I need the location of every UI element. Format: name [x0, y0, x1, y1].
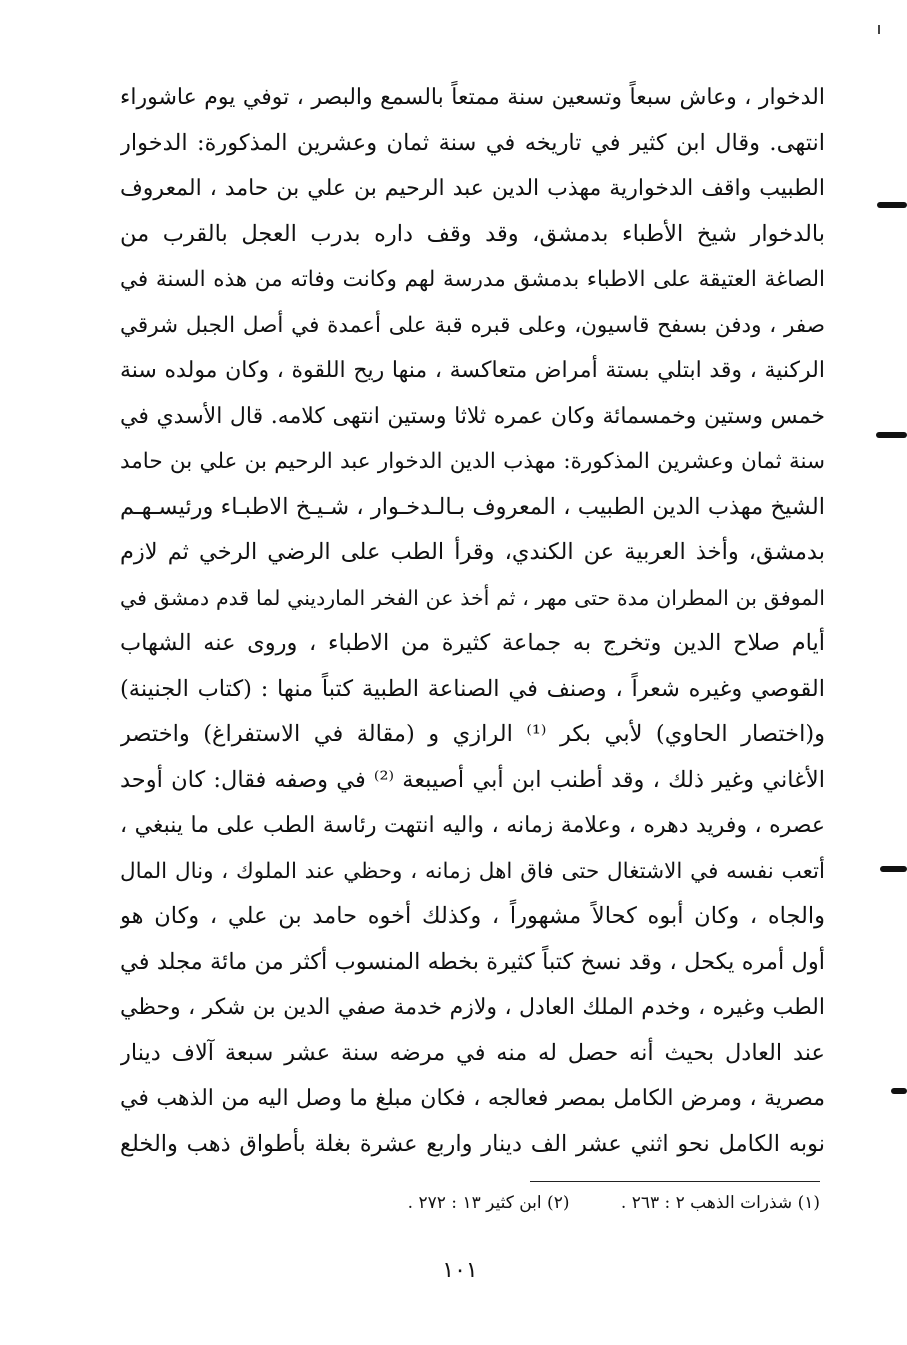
text-line: أيام صلاح الدين وتخرج به جماعة كثيرة من الاطباء ، وروى عنه الشهاب [120, 630, 825, 656]
footnotes [250, 1188, 820, 1218]
text-line: صفر ، ودفن بسفح قاسيون، وعلى قبره قبة على أعمدة في أصل الجبل شرقي [120, 312, 825, 338]
text-line: والجاه ، وكان أبوه كحالاً مشهوراً ، وكذلك أخوه حامد بن علي ، وكان هو [120, 903, 825, 929]
text-line: أتعب نفسه في الاشتغال حتى فاق اهل زمانه ، وحظي عند الملوك ، ونال المال [120, 858, 825, 884]
text-line: نوبه الكامل نحو اثني عشر الف دينار واربع عشرة بغلة بأطواق ذهب والخلع [120, 1130, 825, 1157]
text-line: الركنية ، وقد ابتلي بستة أمراض متعاكسة ، منها ريح اللقوة ، وكان مولده سنة [120, 358, 825, 383]
text-line: الطب وغيره ، وخدم الملك العادل ، ولازم خدمة صفي الدين بن شكر ، وحظي [120, 995, 825, 1020]
text-line: سنة ثمان وعشرين المذكورة: مهذب الدين الدخوار عبد الرحيم بن علي بن حامد [120, 449, 825, 474]
text-line: الطبيب واقف الدخوارية مهذب الدين عبد الرحيم بن علي بن حامد ، المعروف [120, 176, 825, 201]
text-line: عند العادل بحيث أنه حصل له منه في مرضه سنة عشر سبعة آلاف دينار [120, 1039, 825, 1066]
main-text-block [120, 75, 825, 1167]
text-line: مصرية ، ومرض الكامل بمصر فعالجه ، فكان مبلغ ما وصل اليه من الذهب في [120, 1086, 825, 1111]
margin-marker-2 [876, 432, 907, 438]
text-line: بالدخوار شيخ الأطباء بدمشق، وقد وقف داره بدرب العجل بالقرب من [120, 220, 825, 247]
text-line: بدمشق، وأخذ العربية عن الكندي، وقرأ الطب على الرضي الرخي ثم لازم [120, 539, 825, 565]
text-line: أول أمره يكحل ، وقد نسخ كتباً كثيرة بخطه المنسوب أكثر من مائة مجلد في [120, 948, 825, 975]
text-line: القوصي وغيره شعراً ، وصنف في الصناعة الطبية كتباً منها : (كتاب الجنينة) [120, 675, 825, 702]
footnote-separator [530, 1181, 820, 1182]
margin-marker-1 [877, 202, 907, 208]
text-line: الأغاني وغير ذلك ، وقد أطنب ابن أبي أصيبعة ⁽²⁾ في وصفه فقال: كان أوحد [120, 766, 825, 793]
corner-mark [878, 25, 880, 34]
text-line: خمس وستين وخمسمائة وكان عمره ثلاثا وستين انتهى كلامه. قال الأسدي في [120, 403, 825, 429]
page-number: ١٠١ [442, 1258, 478, 1283]
text-line: الصاغة العتيقة على الاطباء بدمشق مدرسة لهم وكانت وفاته من هذه السنة في [120, 267, 825, 292]
margin-marker-4 [891, 1088, 907, 1094]
text-line: الموفق بن المطران مدة حتى مهر ، ثم أخذ عن الفخر المارديني لما قدم دمشق في [120, 585, 825, 610]
text-line: و(اختصار الحاوي) لأبي بكر ⁽¹⁾ الرازي و (مقالة في الاستفراغ) واختصر [120, 721, 825, 747]
text-line: انتهى. وقال ابن كثير في تاريخه في سنة ثمان وعشرين المذكورة: الدخوار [120, 129, 825, 156]
footnote-2: (٢) ابن كثير ١٣ : ٢٧٢ . [407, 1193, 570, 1213]
text-line: الدخوار ، وعاش سبعاً وتسعين سنة ممتعاً بالسمع والبصر ، توفي يوم عاشوراء [120, 85, 825, 110]
text-line: الشيخ مهذب الدين الطبيب ، المعروف بـالـدخـوار ، شـيـخ الاطبـاء ورئيسـهـم [120, 493, 825, 520]
margin-marker-3 [880, 866, 907, 872]
text-line: عصره ، وفريد دهره ، وعلامة زمانه ، واليه انتهت رئاسة الطب على ما ينبغي ، [120, 813, 825, 838]
footnote-1: (١) شذرات الذهب ٢ : ٢٦٣ . [620, 1193, 820, 1213]
